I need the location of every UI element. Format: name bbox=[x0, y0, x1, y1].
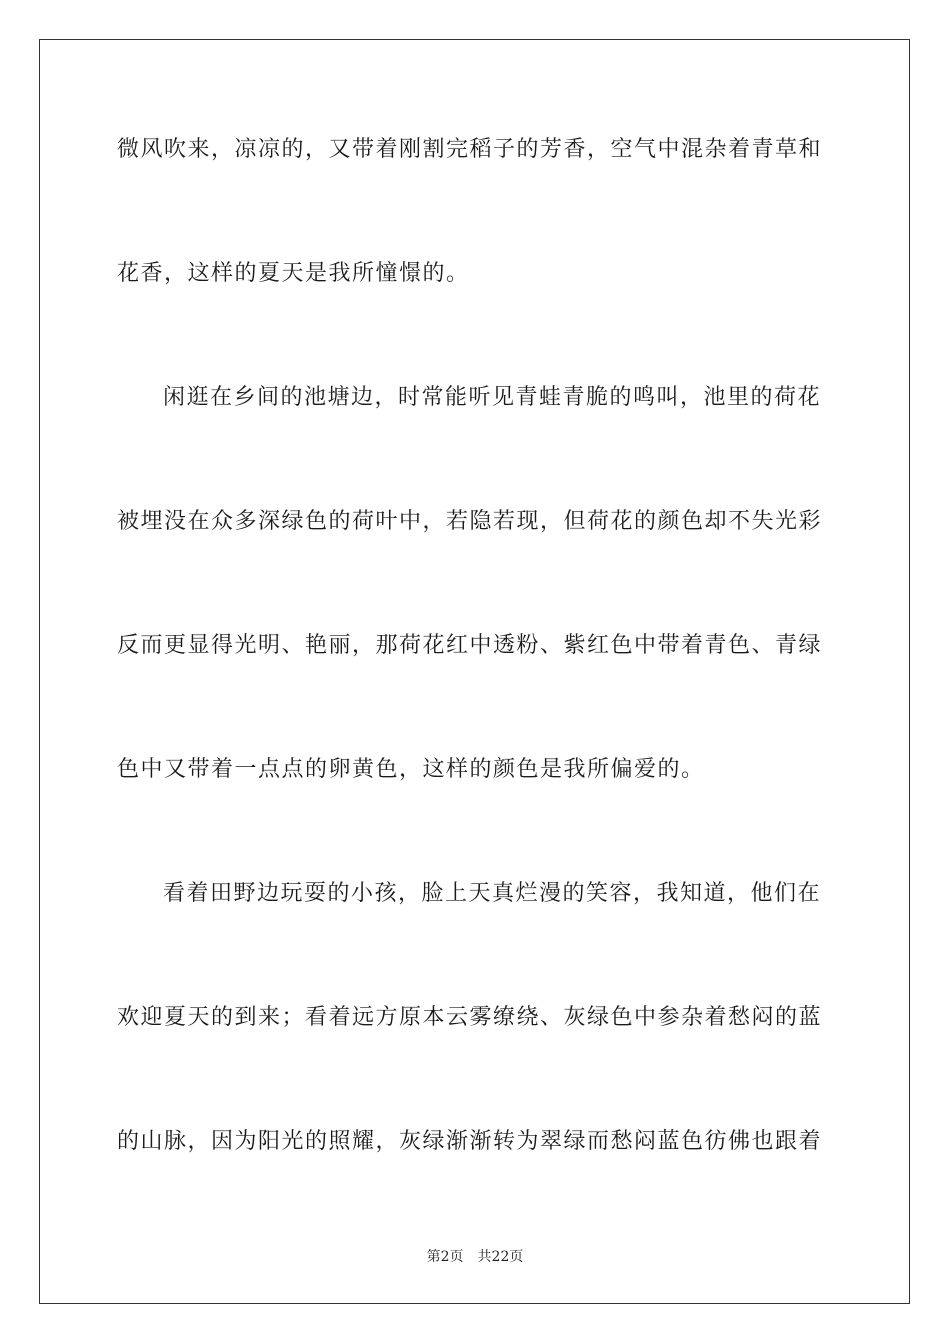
text-line-9: 的山脉，因为阳光的照耀，灰绿渐渐转为翠绿而愁闷蓝色彷佛也跟着 bbox=[117, 1129, 823, 1154]
text-line-4: 被埋没在众多深绿色的荷叶中，若隐若现，但荷花的颜色却不失光彩 bbox=[117, 509, 823, 534]
text-line-2: 花香，这样的夏天是我所憧憬的。 bbox=[117, 261, 470, 286]
page-border bbox=[39, 39, 910, 1304]
text-line-8: 欢迎夏天的到来；看着远方原本云雾缭绕、灰绿色中参杂着愁闷的蓝 bbox=[117, 1005, 823, 1030]
page-footer bbox=[0, 1248, 950, 1266]
text-line-3: 闲逛在乡间的池塘边，时常能听见青蛙青脆的鸣叫，池里的荷花 bbox=[163, 385, 822, 410]
page-number: 第2页 bbox=[426, 1249, 464, 1265]
total-pages: 共22页 bbox=[477, 1249, 524, 1265]
text-line-1: 微风吹来，凉凉的，又带着刚割完稻子的芳香，空气中混杂着青草和 bbox=[117, 137, 823, 162]
text-line-5: 反而更显得光明、艳丽，那荷花红中透粉、紫红色中带着青色、青绿 bbox=[117, 633, 823, 658]
text-line-6: 色中又带着一点点的卵黄色，这样的颜色是我所偏爱的。 bbox=[117, 757, 705, 782]
text-line-7: 看着田野边玩耍的小孩，脸上天真烂漫的笑容，我知道，他们在 bbox=[163, 881, 822, 906]
